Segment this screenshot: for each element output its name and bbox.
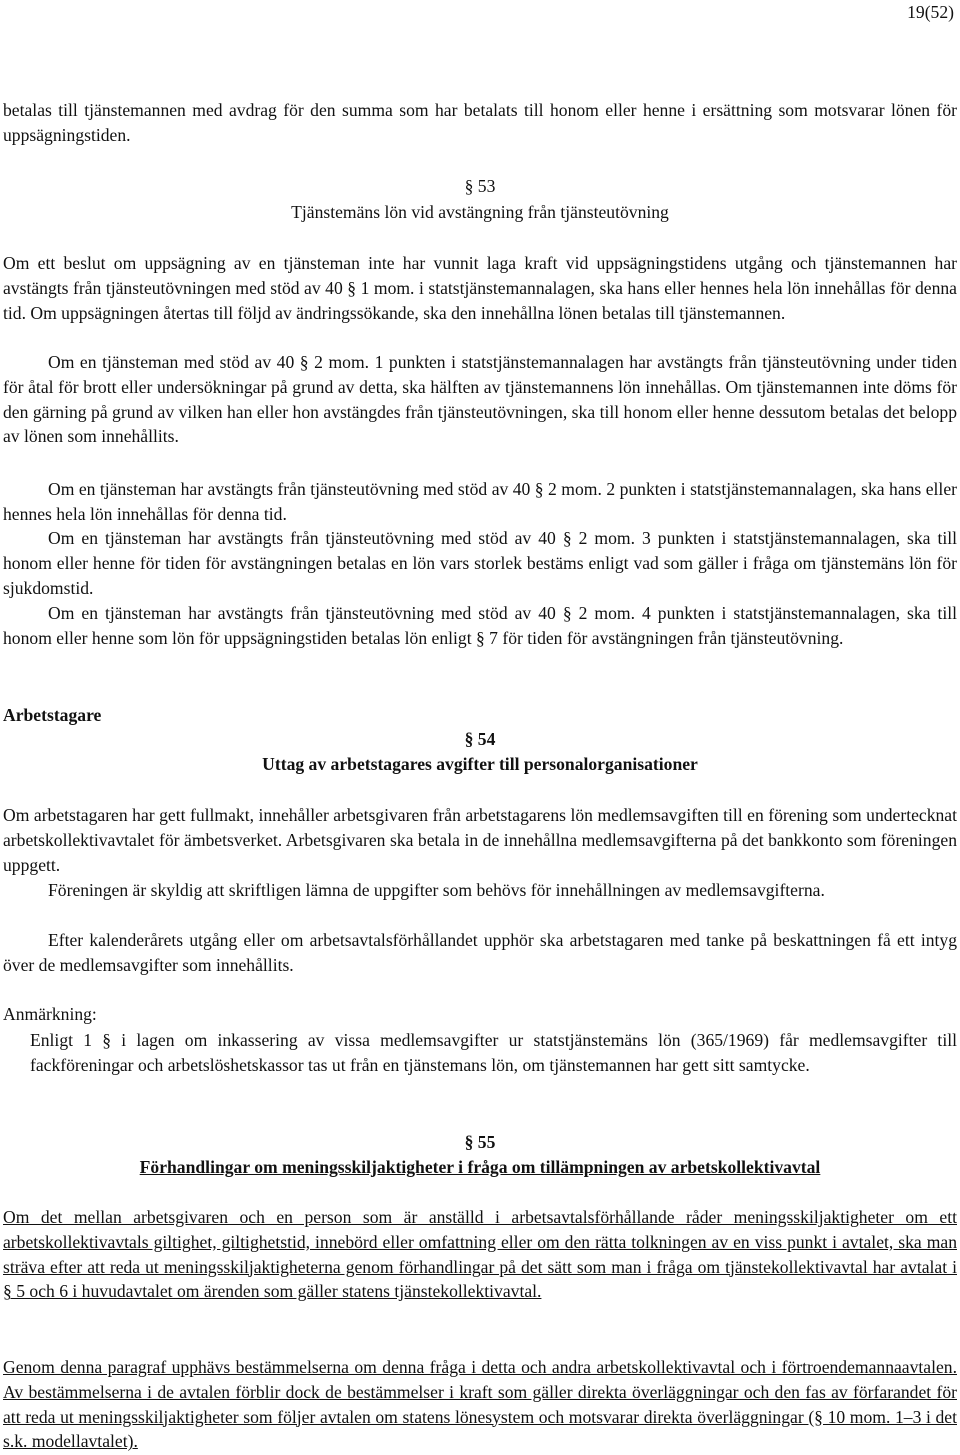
section-53-paragraph-5: Om en tjänsteman har avstängts från tjänsteutövning med stöd av 40 § 2 mom. 4 punkten i statstjänstemannalagen, ska till honom eller henne som lön för uppsägningstiden betalas lön enligt § 7 för tiden för avstängningen från tjänsteutövning. bbox=[3, 603, 957, 648]
section-53-paragraph-3: Om en tjänsteman har avstängts från tjänsteutövning med stöd av 40 § 2 mom. 2 punkten i statstjänstemannalagen, ska hans eller hennes hela lön innehållas för denna tid. bbox=[3, 479, 957, 524]
section-53-paragraph-4: Om en tjänsteman har avstängts från tjänsteutövning med stöd av 40 § 2 mom. 3 punkten i statstjänstemannalagen, ska till honom eller henne för tiden för avstängningen betalas en lön vars storlek bestäms enligt vad som gäller i fråga om tjänstemäns lön för sjukdomstid. bbox=[3, 528, 957, 598]
section-55-paragraph-2: Genom denna paragraf upphävs bestämmelserna om denna fråga i detta och andra arbetskollektivavtal och i förtroendemannaavtalen. Av bestämmelserna i de avtalen förblir dock de bestämmelser i kraft som gäller direkta överläggningar och den fas av förfarandet för att reda ut meningsskiljaktigheter som följer avtalen om statens lönesystem och motsvarar direkta överläggningar (§ 10 mom. 1–3 i det s.k. modellavtalet). bbox=[3, 1357, 957, 1452]
intro-paragraph: betalas till tjänstemannen med avdrag för den summa som har betalats till honom eller henne i ersättning som motsvarar lönen för uppsägningstiden. bbox=[3, 100, 957, 145]
section-55-number: § 55 bbox=[464, 1132, 496, 1152]
section-55-title: Förhandlingar om meningsskiljaktigheter i fråga om tillämpningen av arbetskollektivavtal bbox=[139, 1157, 821, 1177]
page-number: 19(52) bbox=[907, 2, 954, 22]
section-54-paragraph-1: Om arbetstagaren har gett fullmakt, innehåller arbetsgivaren från arbetstagarens lön medlemsavgiften till en förening som undertecknat arbetskollektivavtalet för ämbetsverket. Arbetsgivaren ska betala in de innehållna medlemsavgifterna på det bankkonto som föreningen uppgett. bbox=[3, 805, 957, 875]
section-53-paragraph-2: Om en tjänsteman med stöd av 40 § 2 mom. 1 punkten i statstjänstemannalagen har avstängts från tjänsteutövning under tiden för åtal för brott eller undersökningar på grund av detta, ska hälften av tjänstemannens lön innehållas. Om tjänstemannen inte döms för den gärning på grund av vilken han eller hon avstängdes från tjänsteutövningen, ska till honom eller henne dessutom betalas det belopp av lönen som innehållits. bbox=[3, 352, 957, 447]
section-55-paragraph-1: Om det mellan arbetsgivaren och en person som är anställd i arbetsavtalsförhållande råder meningsskiljaktigheter om ett arbetskollektivavtals giltighet, giltighetstid, innebörd eller omfattning eller om den rätta tolkningen av en viss punkt i avtalet, ska man sträva efter att reda ut meningsskiljaktigheterna genom förhandlingar på det sätt som man i fråga om tjänstekollektivavtal har avtalat i § 5 och 6 i huvudavtalet om ärenden som gäller statens tjänstekollektivavtal. bbox=[3, 1207, 957, 1302]
section-53-number: § 53 bbox=[464, 176, 496, 196]
section-54-title: Uttag av arbetstagares avgifter till personalorganisationer bbox=[262, 754, 698, 774]
note-label: Anmärkning: bbox=[3, 1004, 97, 1024]
section-53-title: Tjänstemäns lön vid avstängning från tjänsteutövning bbox=[291, 202, 669, 222]
note-text: Enligt 1 § i lagen om inkassering av vissa medlemsavgifter ur statstjänstemäns lön (365/1969) får medlemsavgifter till fackföreningar och arbetslöshetskassor tas ut från en tjänstemans lön, om tjänstemannen har gett sitt samtycke. bbox=[30, 1030, 957, 1075]
section-54-paragraph-2: Föreningen är skyldig att skriftligen lämna de uppgifter som behövs för innehållningen av medlemsavgifterna. bbox=[48, 880, 825, 900]
section-53-paragraph-1: Om ett beslut om uppsägning av en tjänsteman inte har vunnit laga kraft vid uppsägningstidens utgång och tjänstemannen har avstängts från tjänsteutövningen med stöd av 40 § 1 mom. i statstjänstemannalagen, ska hans eller hennes hela lön innehållas för denna tid. Om uppsägningen återtas till följd av ändringssökande, ska den innehållna lönen betalas till tjänstemannen. bbox=[3, 253, 957, 323]
section-54-paragraph-3: Efter kalenderårets utgång eller om arbetsavtalsförhållandet upphör ska arbetstagaren med tanke på beskattningen få ett intyg över de medlemsavgifter som innehållits. bbox=[3, 930, 957, 975]
section-54-number: § 54 bbox=[464, 729, 496, 749]
arbetstagare-heading: Arbetstagare bbox=[3, 705, 102, 725]
